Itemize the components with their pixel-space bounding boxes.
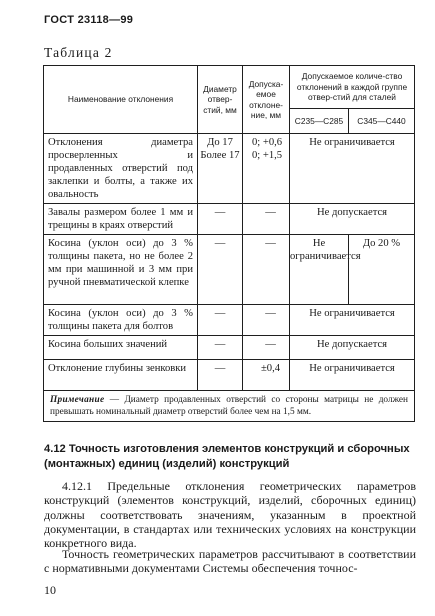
diameter-cell: — [198,305,243,336]
deviation-name-cell: Косина (уклон оси) до 3 % толщины пакета для болтов [44,305,198,336]
deviation-value-cell: ±0,4 [243,360,290,391]
paragraph: Точность геометрических параметров рассчитывают в соответствии с нормативными документами Системы обеспечения точнос- [44,547,416,576]
deviation-value-cell: — [243,204,290,235]
allowed-count-cell: Не ограничивается [290,305,415,336]
diameter-cell: — [198,235,243,305]
diameter-cell: — [198,204,243,235]
header-allowed-count: Допускаемое количе-ство отклонений в каждой группе отвер-стий для сталей [290,66,415,109]
steel-c235-cell: Не ограничивается [290,235,349,305]
page-number: 10 [44,583,56,597]
table-row [44,336,415,360]
deviation-value-cell: — [243,336,290,360]
header-steel-c235: С235—С285 [290,109,349,134]
table-row [44,305,415,336]
table-row [44,235,415,305]
paragraph: 4.12.1 Предельные отклонения геометрических параметров конструкций (элементов конструкций, изделий, сборочных единиц) должны соответствовать значениям, указанным в проектной документации, в стандартах или технических условиях на конструкции конкретного вида. [44,479,416,551]
section-heading: 4.12 Точность изготовления элементов конструкций и сборочных (монтажных) единиц (изделий) конструкций [44,443,410,470]
steel-c345-cell: До 20 % [349,235,415,305]
table-note-row [44,391,415,422]
diameter-cell: До 17 Более 17 [198,134,243,204]
table-note [44,391,415,422]
table-caption: Таблица 2 [44,45,113,60]
header-name: Наименование отклонения [44,66,198,134]
deviation-value-cell: 0; +0,6 0; +1,5 [243,134,290,204]
deviation-value-cell: — [243,235,290,305]
header-steel-c345: С345—С440 [349,109,415,134]
deviation-value-cell: — [243,305,290,336]
allowed-count-cell: Не ограничивается [290,360,415,391]
table-row [44,360,415,391]
deviation-name-cell: Завалы размером более 1 мм и трещины в краях отверстий [44,204,198,235]
table-row [44,204,415,235]
deviation-name-cell: Косина больших значений [44,336,198,360]
allowed-count-cell: Не ограничивается [290,134,415,204]
header-deviation: Допуска-емое отклоне-ние, мм [243,66,290,134]
deviation-name-cell: Косина (уклон оси) до 3 % толщины пакета, но не более 2 мм при машинной и 3 мм при ручной пневматической клепке [44,235,198,305]
table-row [44,134,415,204]
diameter-cell: — [198,336,243,360]
note-text: — Диаметр продавленных отверстий со стороны матрицы не должен превышать номинальный диаметр отверстий более чем на 1,5 мм. [50,395,409,417]
deviation-name-cell: Отклонение глубины зенковки [44,360,198,391]
note-label: Примечание [50,395,105,405]
allowed-count-cell: Не допускается [290,336,415,360]
deviations-table [43,65,415,422]
document-code-header: ГОСТ 23118—99 [44,14,134,26]
allowed-count-cell: Не допускается [290,204,415,235]
deviation-name-cell: Отклонения диаметра просверленных и продавленных отверстий под заклепки и болты, а также их овальность [44,134,198,204]
diameter-cell: — [198,360,243,391]
header-diameter: Диаметр отвер-стий, мм [198,66,243,134]
